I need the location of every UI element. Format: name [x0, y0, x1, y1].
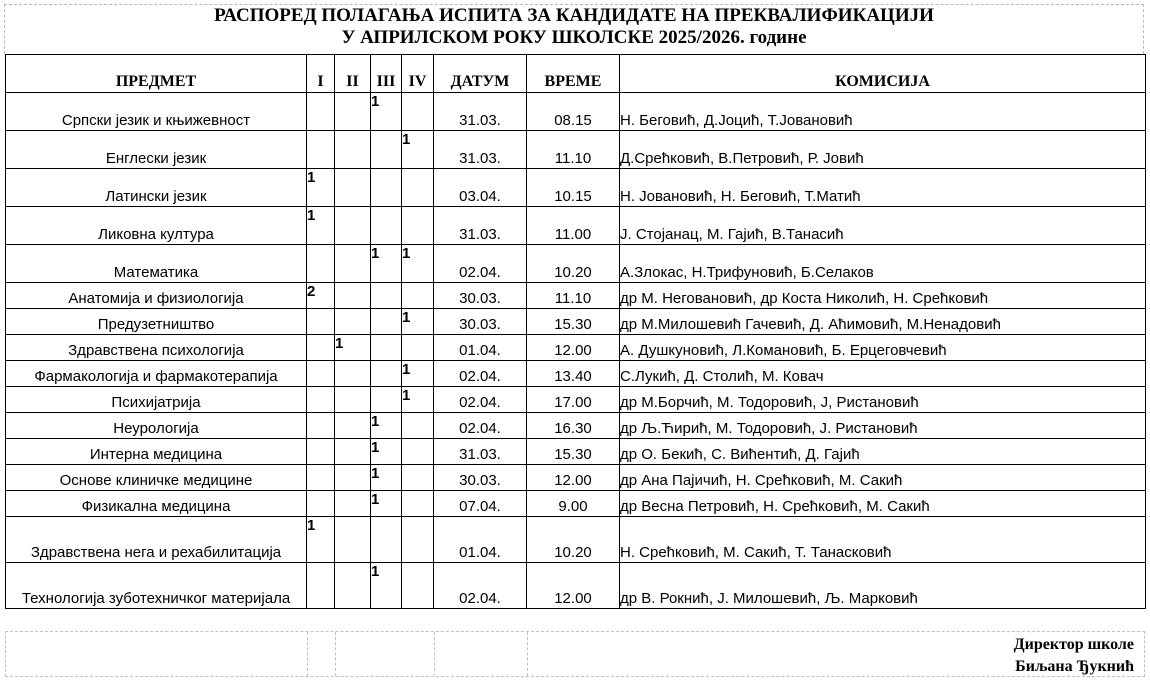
date-cell: 02.04. — [434, 387, 527, 413]
grade-4-cell — [402, 283, 434, 309]
subject-cell: Технологија зуботехничког материјала — [6, 563, 307, 609]
time-cell: 9.00 — [527, 491, 620, 517]
grade-2-cell: 1 — [335, 335, 371, 361]
subject-cell: Ликовна култура — [6, 207, 307, 245]
time-cell: 11.00 — [527, 207, 620, 245]
grade-4-cell — [402, 517, 434, 563]
grade-3-cell: 1 — [371, 439, 402, 465]
grade-1-cell: 1 — [307, 169, 335, 207]
grade-4-cell: 1 — [402, 387, 434, 413]
grade-4-cell: 1 — [402, 131, 434, 169]
date-cell: 31.03. — [434, 439, 527, 465]
grade-2-cell — [335, 563, 371, 609]
grade-3-cell — [371, 387, 402, 413]
header-grade-3: III — [371, 55, 402, 93]
time-cell: 11.10 — [527, 131, 620, 169]
header-grade-4: IV — [402, 55, 434, 93]
date-cell: 03.04. — [434, 169, 527, 207]
exam-schedule-table — [5, 54, 1146, 609]
date-cell: 02.04. — [434, 413, 527, 439]
committee-cell: др В. Рокнић, Ј. Милошевић, Љ. Марковић — [620, 563, 1146, 609]
date-cell: 02.04. — [434, 563, 527, 609]
grade-1-cell — [307, 439, 335, 465]
grade-3-cell: 1 — [371, 413, 402, 439]
grade-2-cell — [335, 309, 371, 335]
subject-cell: Математика — [6, 245, 307, 283]
grade-2-cell — [335, 283, 371, 309]
grade-2-cell — [335, 387, 371, 413]
subject-cell: Здравствена психологија — [6, 335, 307, 361]
time-cell: 12.00 — [527, 465, 620, 491]
date-cell: 01.04. — [434, 335, 527, 361]
subject-cell: Основе клиничке медицине — [6, 465, 307, 491]
grade-2-cell — [335, 207, 371, 245]
grade-3-cell — [371, 207, 402, 245]
committee-cell: А. Душкуновић, Л.Комановић, Б. Ерцеговчевић — [620, 335, 1146, 361]
grade-4-cell: 1 — [402, 309, 434, 335]
gridline — [434, 632, 435, 676]
table-row — [6, 361, 1146, 387]
committee-cell: др М.Милошевић Гачевић, Д. Аћимовић, М.Ненадовић — [620, 309, 1146, 335]
date-cell: 31.03. — [434, 131, 527, 169]
subject-cell: Латински језик — [6, 169, 307, 207]
grade-1-cell — [307, 131, 335, 169]
date-cell: 30.03. — [434, 465, 527, 491]
grade-1-cell — [307, 465, 335, 491]
table-row — [6, 439, 1146, 465]
table-row — [6, 283, 1146, 309]
time-cell: 15.30 — [527, 309, 620, 335]
date-cell: 02.04. — [434, 245, 527, 283]
grade-2-cell — [335, 245, 371, 283]
time-cell: 12.00 — [527, 563, 620, 609]
date-cell: 07.04. — [434, 491, 527, 517]
grade-1-cell: 1 — [307, 207, 335, 245]
grade-1-cell — [307, 413, 335, 439]
committee-cell: Н. Јовановић, Н. Беговић, Т.Матић — [620, 169, 1146, 207]
grade-2-cell — [335, 169, 371, 207]
header-subject: ПРЕДМЕТ — [6, 55, 307, 93]
grade-4-cell — [402, 563, 434, 609]
grade-3-cell — [371, 309, 402, 335]
table-row — [6, 131, 1146, 169]
table-row — [6, 517, 1146, 563]
table-row — [6, 387, 1146, 413]
director-name: Биљана Ђукнић — [1015, 658, 1134, 675]
time-cell: 11.10 — [527, 283, 620, 309]
time-cell: 13.40 — [527, 361, 620, 387]
table-row — [6, 335, 1146, 361]
grade-1-cell — [307, 361, 335, 387]
grade-3-cell — [371, 361, 402, 387]
table-row — [6, 491, 1146, 517]
grade-2-cell — [335, 93, 371, 131]
grade-4-cell — [402, 491, 434, 517]
grade-4-cell — [402, 93, 434, 131]
committee-cell: Ј. Стојанац, М. Гајић, В.Танасић — [620, 207, 1146, 245]
subject-cell: Фармакологија и фармакотерапија — [6, 361, 307, 387]
header-grade-1: I — [307, 55, 335, 93]
director-title: Директор школе — [1013, 636, 1134, 653]
committee-cell: Н. Срећковић, М. Сакић, Т. Танасковић — [620, 517, 1146, 563]
time-cell: 10.20 — [527, 245, 620, 283]
grade-4-cell — [402, 335, 434, 361]
grade-3-cell: 1 — [371, 491, 402, 517]
gridline — [307, 632, 308, 676]
subject-cell: Енглески језик — [6, 131, 307, 169]
grade-2-cell — [335, 131, 371, 169]
grade-3-cell: 1 — [371, 245, 402, 283]
grade-2-cell — [335, 439, 371, 465]
grade-1-cell — [307, 335, 335, 361]
grade-3-cell: 1 — [371, 563, 402, 609]
table-row — [6, 169, 1146, 207]
committee-cell: др М. Неговановић, др Коста Николић, Н. Срећковић — [620, 283, 1146, 309]
subject-cell: Физикална медицина — [6, 491, 307, 517]
time-cell: 10.20 — [527, 517, 620, 563]
subject-cell: Интерна медицина — [6, 439, 307, 465]
grade-1-cell — [307, 245, 335, 283]
grade-3-cell — [371, 335, 402, 361]
title-line-2: У АПРИЛСКОМ РОКУ ШКОЛСКЕ 2025/2026. године — [341, 27, 807, 48]
grade-3-cell — [371, 517, 402, 563]
grade-3-cell: 1 — [371, 465, 402, 491]
date-cell: 31.03. — [434, 207, 527, 245]
header-grade-2: II — [335, 55, 371, 93]
grade-1-cell — [307, 563, 335, 609]
grade-3-cell — [371, 169, 402, 207]
time-cell: 17.00 — [527, 387, 620, 413]
grade-1-cell — [307, 93, 335, 131]
committee-cell: др Весна Петровић, Н. Срећковић, М. Сакић — [620, 491, 1146, 517]
time-cell: 16.30 — [527, 413, 620, 439]
table-row — [6, 93, 1146, 131]
signature-area — [5, 631, 1145, 677]
header-time: ВРЕМЕ — [527, 55, 620, 93]
date-cell: 02.04. — [434, 361, 527, 387]
grade-2-cell — [335, 465, 371, 491]
grade-1-cell: 2 — [307, 283, 335, 309]
grade-2-cell — [335, 413, 371, 439]
grade-2-cell — [335, 361, 371, 387]
grade-1-cell — [307, 309, 335, 335]
grade-4-cell — [402, 207, 434, 245]
header-committee: КОМИСИЈА — [620, 55, 1146, 93]
header-row — [6, 55, 1146, 93]
time-cell: 10.15 — [527, 169, 620, 207]
gridline — [335, 632, 336, 676]
subject-cell: Српски језик и књижевност — [6, 93, 307, 131]
date-cell: 30.03. — [434, 309, 527, 335]
table-row — [6, 309, 1146, 335]
grade-1-cell — [307, 387, 335, 413]
title-line-1: РАСПОРЕД ПОЛАГАЊА ИСПИТА ЗА КАНДИДАТЕ НА ПРЕКВАЛИФИКАЦИЈИ — [214, 5, 934, 26]
time-cell: 08.15 — [527, 93, 620, 131]
date-cell: 30.03. — [434, 283, 527, 309]
grade-4-cell — [402, 439, 434, 465]
document-title — [4, 4, 1144, 54]
grade-3-cell — [371, 283, 402, 309]
grade-4-cell: 1 — [402, 245, 434, 283]
time-cell: 12.00 — [527, 335, 620, 361]
table-row — [6, 465, 1146, 491]
subject-cell: Здравствена нега и рехабилитација — [6, 517, 307, 563]
grade-2-cell — [335, 517, 371, 563]
subject-cell: Неурологија — [6, 413, 307, 439]
committee-cell: др Ана Пајичић, Н. Срећковић, М. Сакић — [620, 465, 1146, 491]
grade-2-cell — [335, 491, 371, 517]
committee-cell: А.Злокас, Н.Трифуновић, Б.Селаков — [620, 245, 1146, 283]
header-date: ДАТУМ — [434, 55, 527, 93]
committee-cell: др О. Бекић, С. Вићентић, Д. Гајић — [620, 439, 1146, 465]
subject-cell: Психијатрија — [6, 387, 307, 413]
grade-4-cell — [402, 169, 434, 207]
grade-3-cell: 1 — [371, 93, 402, 131]
committee-cell: Д.Срећковић, В.Петровић, Р. Јовић — [620, 131, 1146, 169]
date-cell: 31.03. — [434, 93, 527, 131]
table-row — [6, 563, 1146, 609]
grade-4-cell — [402, 413, 434, 439]
committee-cell: С.Лукић, Д. Столић, М. Ковач — [620, 361, 1146, 387]
time-cell: 15.30 — [527, 439, 620, 465]
subject-cell: Анатомија и физиологија — [6, 283, 307, 309]
date-cell: 01.04. — [434, 517, 527, 563]
grade-3-cell — [371, 131, 402, 169]
table-row — [6, 413, 1146, 439]
table-row — [6, 245, 1146, 283]
table-row — [6, 207, 1146, 245]
committee-cell: Н. Беговић, Д.Јоцић, Т.Јовановић — [620, 93, 1146, 131]
grade-1-cell — [307, 491, 335, 517]
grade-4-cell — [402, 465, 434, 491]
committee-cell: др М.Борчић, М. Тодоровић, Ј, Ристановић — [620, 387, 1146, 413]
signature-block — [1014, 634, 1134, 678]
gridline — [527, 632, 528, 676]
grade-4-cell: 1 — [402, 361, 434, 387]
committee-cell: др Љ.Ћирић, М. Тодоровић, Ј. Ристановић — [620, 413, 1146, 439]
grade-1-cell: 1 — [307, 517, 335, 563]
subject-cell: Предузетништво — [6, 309, 307, 335]
